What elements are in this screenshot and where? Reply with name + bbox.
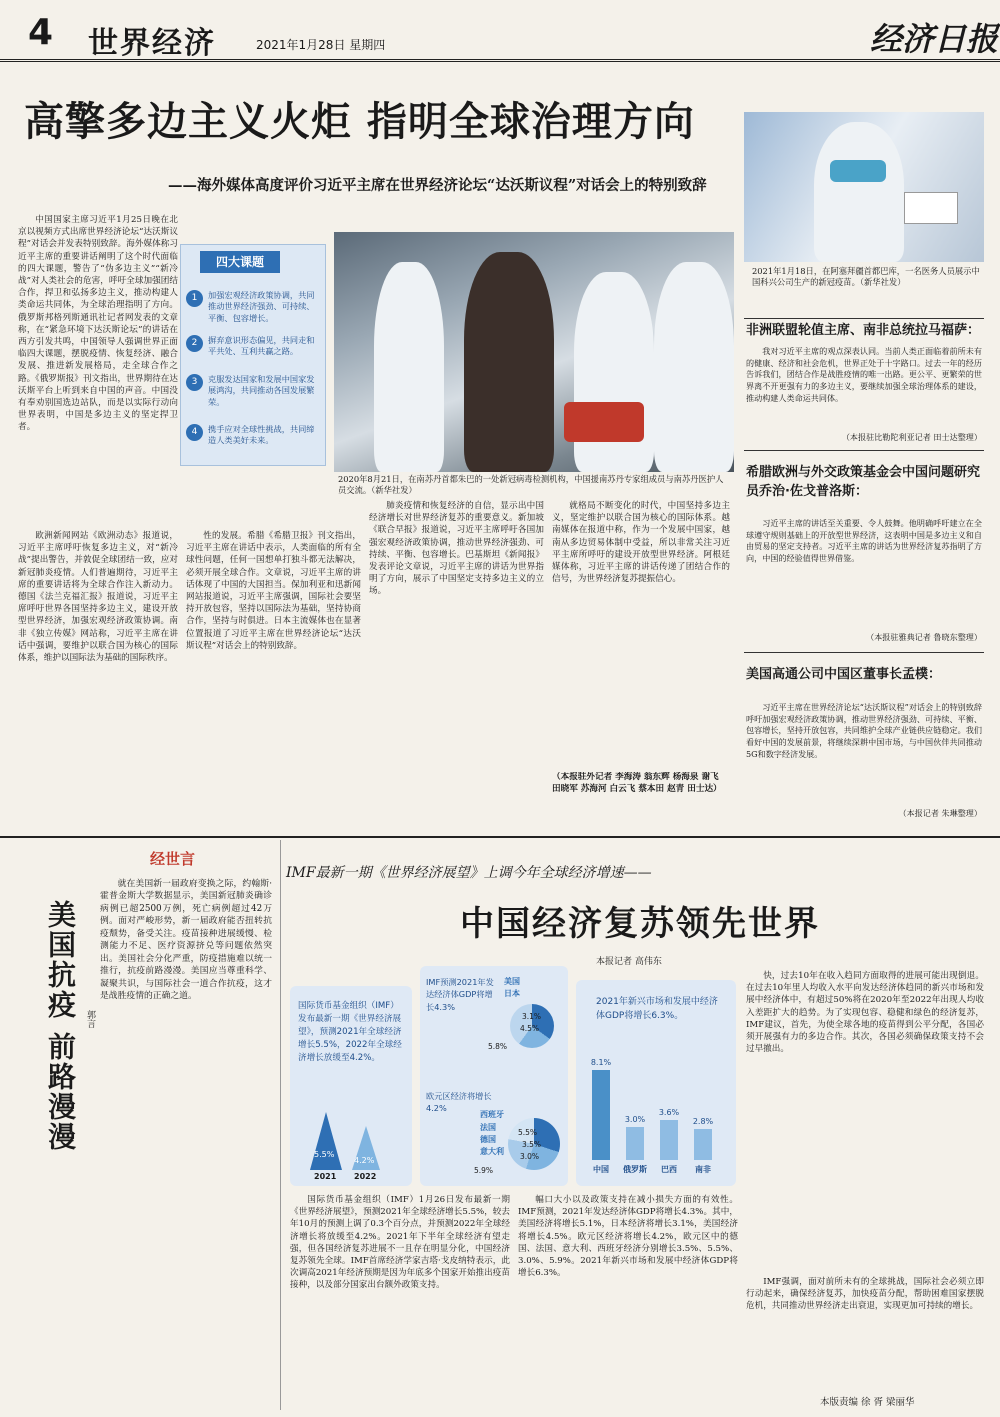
lab-photo bbox=[334, 232, 734, 472]
vaccine-photo bbox=[744, 112, 984, 262]
emerging-text: 2021年新兴市场和发展中经济体GDP将增长6.3%。 bbox=[596, 997, 718, 1021]
reporters-byline: （本报驻外记者 李海涛 翁东辉 杨海泉 谢飞 田晓军 苏海河 白云飞 蔡本田 赵青 田士达） bbox=[552, 772, 722, 794]
topic-text: 加强宏观经济政策协调，共同推动世界经济强劲、可持续、平衡、包容增长。 bbox=[208, 290, 315, 323]
desk-editors: 本版责编 徐 胥 梁丽华 bbox=[820, 1397, 915, 1408]
article-col-5 bbox=[552, 500, 730, 766]
four-topics-tag: 四大课题 bbox=[200, 251, 280, 273]
quote-text: 习近平主席的讲话至关重要、令人鼓舞。他明确呼吁建立在全球遵守规则基础上的开放型世界经济，这表明中国是多边主义和自由贸易的坚定支持者。习近平主席的讲话为世界经济复苏指明了方向，中国的经验值得世界借鉴。 bbox=[746, 518, 982, 564]
quote-head-ramaphosa: 非洲联盟轮值主席、南非总统拉马福萨： bbox=[746, 323, 981, 338]
quote-sig-tzogopoulos: （本报驻雅典记者 鲁晓东整理） bbox=[866, 632, 982, 642]
article-col-1 bbox=[18, 214, 178, 524]
pie-value: 4.5% bbox=[520, 1024, 540, 1033]
quote-head-tzogopoulos: 希腊欧洲与外交政策基金会中国问题研究员乔治·佐戈普洛斯： bbox=[746, 465, 981, 499]
quote-body-tzogopoulos bbox=[746, 518, 982, 628]
emerging-bar-value: 3.0% bbox=[624, 1114, 646, 1124]
pie-value: 5.9% bbox=[474, 1166, 494, 1175]
vaccine-photo-caption: 2021年1月18日，在阿塞拜疆首都巴库，一名医务人员展示中国科兴公司生产的新冠疫苗。（新华社发） bbox=[752, 266, 980, 288]
issue-date: 2021年1月28日 星期四 bbox=[256, 38, 386, 52]
topic-number: 1 bbox=[186, 290, 203, 307]
value-label-2021: 5.5% bbox=[314, 1150, 335, 1159]
emerging-bar-value: 3.6% bbox=[658, 1108, 680, 1117]
main-subheadline: ——海外媒体高度评价习近平主席在世界经济论坛“达沃斯议程”对话会上的特别致辞 bbox=[168, 177, 707, 194]
imf-text: 国际货币基金组织（IMF）1月26日发布最新一期《世界经济展望》，预测2021年全球经济增长5.5%，较去年10月的预测上调了0.3个百分点，并预测2022年全球经济增长将放缓至4.2%。2021年下半年全球经济有望走强，但各国经济复苏进展不一且存在明显分化，中国经济复苏领先全球。IMF首席经济学家吉塔·戈皮纳特表示，此次调高2021年经济预期是因为年底多个国家开始推出疫苗接种，以及部分国家出台额外政策支持。 bbox=[290, 1195, 510, 1291]
emerging-bar bbox=[694, 1129, 712, 1160]
emerging-country-label: 南非 bbox=[695, 1165, 711, 1174]
topic-number: 2 bbox=[186, 335, 203, 352]
emerging-bar bbox=[660, 1120, 678, 1160]
article-col-3 bbox=[186, 530, 361, 826]
imf-text: 幅口大小以及政策支持在减小损失方面的有效性。IMF预测，2021年发达经济体GDP将增长4.3%。其中，美国经济将增长5.1%，日本经济将增长3.1%，美国经济将增长4.5%。欧元区经济将增长4.2%，欧元区中的德国、法国、意大利、西班牙经济分别增长3.5%、5.5%、3.0%、5.9%。2021年新兴市场和发展中经济体GDP将增长6.3%。 bbox=[518, 1195, 738, 1279]
newspaper-logo: 经济日报 bbox=[870, 20, 999, 58]
quote-head-meng: 美国高通公司中国区董事长孟樸： bbox=[746, 667, 942, 682]
pie-value: 3.1% bbox=[522, 1012, 542, 1021]
quote-text: 我对习近平主席的观点深表认同。当前人类正面临着前所未有的健康、经济和社会危机，世界正处于十字路口。过去一年的经历告诉我们，团结合作是战胜疫情的唯一出路。更公平、更繁荣的世界离不开更强有力的多边主义，要继续加强全球治理体系的建设，推动构建人类命运共同体。 bbox=[746, 346, 982, 403]
growth-triangle-2021 bbox=[310, 1112, 342, 1170]
emerging-bar-value: 8.1% bbox=[590, 1058, 612, 1067]
quote-sig-meng: （本报记者 朱琳整理） bbox=[898, 808, 982, 818]
topic-number: 4 bbox=[186, 424, 203, 441]
imf-headline: 中国经济复苏领先世界 bbox=[460, 904, 820, 944]
country-label: 法国 bbox=[480, 1123, 496, 1132]
emerging-bar-value: 2.8% bbox=[692, 1116, 714, 1126]
quote-body-meng bbox=[746, 702, 982, 802]
value-label-2022: 4.2% bbox=[354, 1156, 375, 1165]
article-col-4 bbox=[369, 500, 544, 826]
emerging-bar bbox=[592, 1070, 610, 1160]
eurozone-text: 欧元区经济将增长4.2% bbox=[426, 1091, 492, 1114]
pie-value: 5.8% bbox=[488, 1042, 508, 1051]
divider bbox=[744, 318, 984, 319]
advanced-economies-text: IMF预测2021年发达经济体GDP将增长4.3% bbox=[426, 977, 494, 1012]
emerging-country-label: 俄罗斯 bbox=[623, 1165, 647, 1174]
emerging-bar bbox=[626, 1127, 644, 1160]
country-label: 德国 bbox=[480, 1135, 496, 1144]
commentary-title: 美国抗疫 前路漫漫 bbox=[44, 900, 77, 1152]
column-name: 经世言 bbox=[150, 850, 196, 868]
divider bbox=[744, 652, 984, 653]
country-label: 意大利 bbox=[480, 1147, 504, 1156]
imf-col-3 bbox=[746, 970, 984, 1270]
topic-text: 摒弃意识形态偏见，共同走和平共处、互利共赢之路。 bbox=[208, 335, 315, 357]
main-headline: 高擎多边主义火炬 指明全球治理方向 bbox=[24, 99, 695, 145]
article-text: 肺炎疫情和恢复经济的自信，显示出中国经济增长对世界经济复苏的重要意义。新加坡《联合早报》报道说，习近平主席呼吁各国加强宏观经济政策协调，推动世界经济强劲、可持续、平衡、包容增长。巴基斯坦《新闻报》发表评论文章说，习近平主席的讲话为世界指明了方向，展示了中国坚定支持多边主义的立场。 bbox=[369, 501, 544, 597]
section-divider bbox=[0, 836, 1000, 838]
column-divider bbox=[280, 840, 281, 1410]
article-text: 中国国家主席习近平1月25日晚在北京以视频方式出席世界经济论坛“达沃斯议程”对话会并发表特别致辞。海外媒体称习近平主席的重要讲话阐明了这个时代面临的四大课题，警告了“伪多边主义”“新冷战”对人类社会的危害，呼吁全球加强团结合作，捍卫和弘扬多边主义，推动构建人类命运共同体，为全球治理指明了方向。俄罗斯邦格列斯通讯社记者网发表的文章称，在“紧急环境下达沃斯论坛”的讲话在西方引发共鸣，中国领导人强调世界正面临四大课题，摆脱疫情、恢复经济、融合发展、推进新发展格局，走全球合作之路。《俄罗斯报》刊文指出，世界期待在达沃斯平台上听到来自中国的声音。中国没有奉劝别国选边站队，而是以实际行动向世界表明，中国是多边主义的坚定捍卫者。 bbox=[18, 215, 178, 433]
article-col-2 bbox=[18, 530, 178, 826]
quote-sig-ramaphosa: （本报驻比勒陀利亚记者 田士达整理） bbox=[841, 432, 982, 442]
imf-col-1 bbox=[290, 1194, 510, 1406]
country-label: 西班牙 bbox=[480, 1110, 504, 1119]
quote-text: 习近平主席在世界经济论坛“达沃斯议程”对话会上的特别致辞呼吁加强宏观经济政策协调，推动世界经济强劲、可持续、平衡、包容增长，坚持开放包容，共同维护全球产业链供应链稳定。我们看好中国的发展前景，将继续深耕中国市场，与中国伙伴共同推动5G和数字经济发展。 bbox=[746, 702, 982, 759]
imf-col-2 bbox=[518, 1194, 738, 1406]
commentary-text: 就在美国新一届政府变换之际，约翰斯·霍普金斯大学数据显示，美国新冠肺炎确诊病例已超2500万例，死亡病例超过42万例。面对严峻形势，新一届政府能否扭转抗疫颓势，备受关注。疫苗接种进展缓慢、检测能力不足、医疗资源挤兑等问题依然突出。美国社会分化严重，防疫措施难以统一推行，抗疫前路漫漫。美国应当尊重科学、凝聚共识，与国际社会一道合作抗疫，这才是战胜疫情的正确之道。 bbox=[100, 879, 272, 1002]
pie-value: 3.5% bbox=[522, 1140, 542, 1149]
year-label: 2021 bbox=[314, 1172, 337, 1181]
article-text: 欧洲新闻网站《欧洲动态》报道说，习近平主席呼吁恢复多边主义，对“新冷战”提出警告，并敦促全球团结一致，应对新冠肺炎疫情。人们普遍期待，习近平主席的重要讲话将为全球合作注入新动力。德国《法兰克福汇报》报道说，习近平主席呼吁世界各国坚持多边主义，建设开放型世界经济，加强宏观经济政策协调。南非《独立传媒》网站称，习近平主席在讲话中强调，要维护以联合国为核心的国际体系，维护以国际法为基础的国际秩序。 bbox=[18, 531, 178, 664]
pie-value: 5.5% bbox=[518, 1128, 538, 1137]
quote-body-ramaphosa bbox=[746, 346, 982, 414]
emerging-country-label: 中国 bbox=[593, 1165, 609, 1174]
country-label-us: 美国 bbox=[504, 977, 520, 986]
topic-text: 克服发达国家和发展中国家发展鸿沟，共同推动各国发展繁荣。 bbox=[208, 374, 315, 407]
article-text: 就格局不断变化的时代，中国坚持多边主义，坚定维护以联合国为核心的国际体系。越南媒体在报道中称，作为一个发展中国家，越南从多边贸易体制中受益，所以非常关注习近平主席所呼吁的建设开放型世界经济。阿根廷媒体称，习近平主席的讲话传递了团结合作的信号，为世界经济复苏提振信心。 bbox=[552, 501, 730, 585]
commentary-body bbox=[100, 878, 272, 1398]
divider bbox=[744, 450, 984, 451]
main-photo-caption: 2020年8月21日，在南苏丹首都朱巴的一处新冠病毒检测机构，中国援南苏丹专家组成员与南苏丹医护人员交流。（新华社发） bbox=[338, 474, 724, 496]
section-title: 世界经济 bbox=[88, 26, 216, 61]
pie-value: 3.0% bbox=[520, 1152, 540, 1161]
commentary-author: 郭言 bbox=[85, 1010, 95, 1028]
imf-col-4 bbox=[746, 1276, 984, 1382]
topic-text: 携手应对全球性挑战，共同缔造人类美好未来。 bbox=[208, 424, 315, 446]
country-label-japan: 日本 bbox=[504, 989, 520, 998]
imf-byline: 本报记者 高伟东 bbox=[596, 957, 662, 967]
page-number: 4 bbox=[28, 12, 54, 53]
imf-text: 快，过去10年在收入趋同方面取得的进展可能出现倒退。在过去10年里人均收入水平向发达经济体趋同的新兴市场和发展中经济体中，有超过50%将在2020年至2022年出现人均收入差距扩大的趋势。为了实现包容、稳健和绿色的经济复苏，IMF建议，首先，为使全球各地的疫苗得到公平分配，各国必须开展强有力的多边合作。其次，各国必须确保政策支持不会过早撤出。 bbox=[746, 971, 984, 1055]
year-label: 2022 bbox=[354, 1172, 377, 1181]
topic-number: 3 bbox=[186, 374, 203, 391]
infographic-global-text: 国际货币基金组织（IMF）发布最新一期《世界经济展望》，预测2021年全球经济增长5.5%，2022年全球经济增长放缓至4.2%。 bbox=[298, 1001, 402, 1063]
imf-text: IMF强调，面对前所未有的全球挑战，国际社会必须立即行动起来，确保经济复苏，加快疫苗分配，帮助困难国家摆脱危机，共同推动世界经济走出衰退，实现更加可持续的增长。 bbox=[746, 1277, 984, 1312]
imf-kicker: IMF最新一期《世界经济展望》上调今年全球经济增速—— bbox=[286, 865, 652, 881]
emerging-country-label: 巴西 bbox=[661, 1165, 677, 1174]
article-text: 性的发展。希腊《希腊卫报》刊文指出，习近平主席在讲话中表示，人类面临的所有全球性问题，任何一国想单打独斗都无法解决，必须开展全球合作。文章说，习近平主席的讲话体现了中国的大国担当。保加利亚和迅新闻网站报道说，习近平主席强调，国际社会要坚持开放包容，坚持以国际法为基础，坚持协商合作，坚持与时俱进。日本主流媒体也在显著位置报道了习近平主席在世界经济论坛“达沃斯议程”对话会上的特别致辞。 bbox=[186, 531, 361, 651]
